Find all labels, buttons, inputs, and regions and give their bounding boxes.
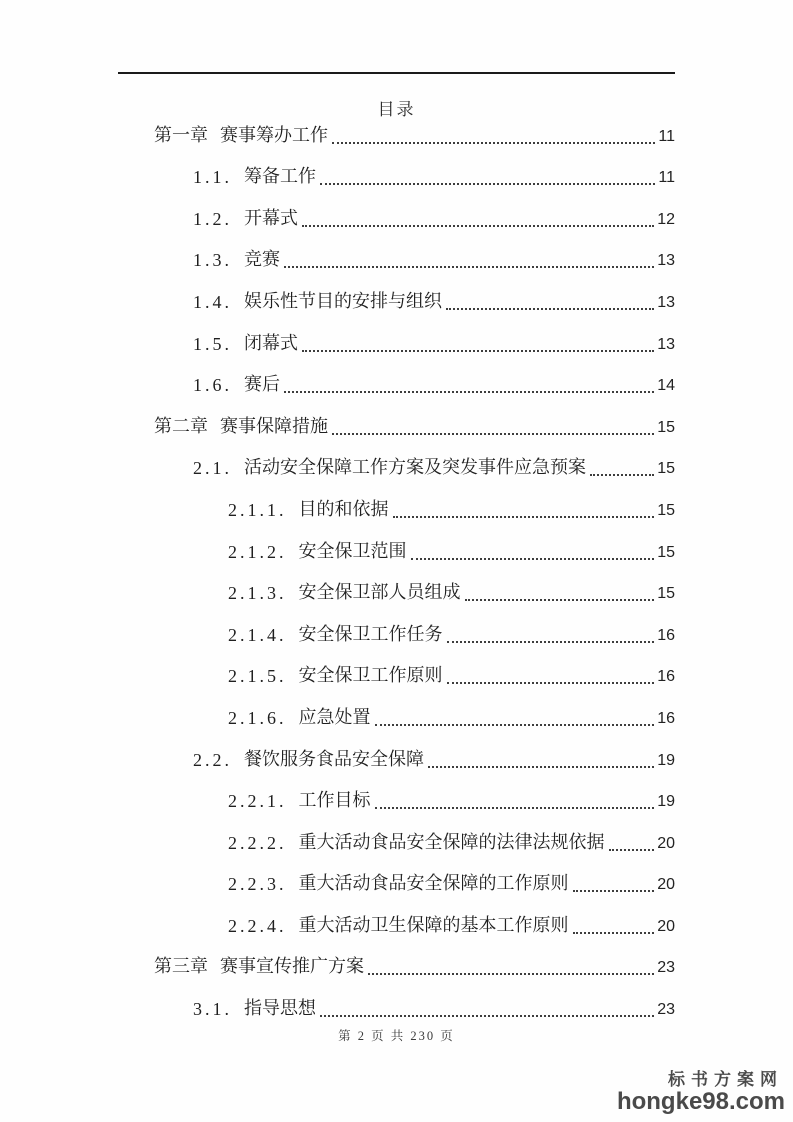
toc-entry-page-number: 16 bbox=[657, 709, 675, 727]
toc-entry-page-number: 13 bbox=[657, 335, 675, 353]
toc-entry-number: 2.1.1. bbox=[228, 499, 287, 520]
toc-entry-page-number: 20 bbox=[657, 917, 675, 935]
toc-entry-number: 2.2.2. bbox=[228, 832, 287, 853]
toc-entry-label: 重大活动食品安全保障的工作原则 bbox=[298, 873, 569, 894]
toc-entry-label: 目的和依据 bbox=[298, 498, 389, 519]
toc-entry bbox=[118, 490, 675, 532]
dot-leader bbox=[447, 641, 655, 643]
toc-entry bbox=[118, 241, 675, 283]
toc-entry-label: 餐饮服务食品安全保障 bbox=[244, 748, 424, 769]
toc-entry bbox=[118, 948, 675, 990]
toc-entry-number: 1.1. bbox=[193, 167, 232, 188]
dot-leader bbox=[375, 724, 655, 726]
toc-entry-number: 2.2.3. bbox=[228, 874, 287, 895]
toc-entry bbox=[118, 698, 675, 740]
toc-entry bbox=[118, 823, 675, 865]
toc-entry bbox=[118, 782, 675, 824]
toc-entry-number: 第一章 bbox=[154, 124, 208, 145]
dot-leader bbox=[284, 391, 654, 393]
toc-entry-page-number: 13 bbox=[657, 252, 675, 270]
toc-entry bbox=[118, 366, 675, 408]
watermark-site-url: hongke98.com bbox=[616, 1087, 785, 1115]
toc-entry-page-number: 11 bbox=[658, 169, 675, 187]
toc-entry bbox=[118, 865, 675, 907]
dot-leader bbox=[428, 766, 654, 768]
toc-entry bbox=[118, 158, 675, 200]
toc-entry-number: 2.1.6. bbox=[228, 707, 287, 728]
toc-entry bbox=[118, 324, 675, 366]
toc-entry bbox=[118, 657, 675, 699]
toc-entry-number: 2.2. bbox=[193, 749, 232, 770]
toc-entry-label: 竞赛 bbox=[244, 249, 280, 270]
dot-leader bbox=[573, 932, 655, 934]
toc-entry bbox=[118, 615, 675, 657]
toc-title: 目录 bbox=[377, 100, 416, 119]
dot-leader bbox=[447, 682, 655, 684]
toc-entry-page-number: 12 bbox=[657, 210, 675, 228]
dot-leader bbox=[332, 142, 655, 144]
toc-entry-page-number: 15 bbox=[657, 460, 675, 478]
toc-entry-page-number: 23 bbox=[657, 1001, 675, 1019]
toc-entry-label: 赛后 bbox=[244, 374, 280, 395]
dot-leader bbox=[320, 183, 655, 185]
watermark-site-name: 标书方案网 bbox=[668, 1069, 783, 1089]
toc-entry bbox=[118, 449, 675, 491]
toc-entry-label: 应急处置 bbox=[298, 706, 371, 727]
toc-entry-label: 安全保卫部人员组成 bbox=[298, 582, 461, 603]
toc-entry-label: 指导思想 bbox=[244, 998, 316, 1019]
toc-entry-page-number: 20 bbox=[657, 834, 675, 852]
toc-entry-label: 娱乐性节目的安排与组织 bbox=[244, 290, 442, 311]
toc-entry-page-number: 16 bbox=[657, 626, 675, 644]
toc-entry bbox=[118, 989, 675, 1031]
toc-entry-number: 第二章 bbox=[154, 415, 208, 436]
toc-entry-number: 2.2.4. bbox=[228, 915, 287, 936]
toc-entry bbox=[118, 740, 675, 782]
toc-entry-number: 1.2. bbox=[193, 208, 232, 229]
toc-entry-label: 赛事宣传推广方案 bbox=[220, 956, 364, 977]
toc-entry bbox=[118, 199, 675, 241]
toc-entry-number: 1.5. bbox=[193, 333, 232, 354]
dot-leader bbox=[284, 266, 654, 268]
toc-entry-page-number: 16 bbox=[657, 668, 675, 686]
toc-entry-label: 安全保卫范围 bbox=[298, 540, 407, 561]
toc-entry-page-number: 23 bbox=[657, 959, 675, 977]
header-rule bbox=[118, 72, 675, 74]
toc-entry-number: 2.1.5. bbox=[228, 666, 287, 687]
dot-leader bbox=[320, 1015, 654, 1017]
toc-entry-page-number: 13 bbox=[657, 293, 675, 311]
dot-leader bbox=[465, 599, 655, 601]
toc-entry bbox=[118, 407, 675, 449]
toc-entry-label: 筹备工作 bbox=[244, 166, 316, 187]
toc-entry-label: 重大活动卫生保障的基本工作原则 bbox=[298, 914, 569, 935]
toc-entry-page-number: 14 bbox=[657, 377, 675, 395]
dot-leader bbox=[609, 849, 655, 851]
toc-entry-label: 赛事保障措施 bbox=[220, 415, 328, 436]
toc-entry-label: 安全保卫工作任务 bbox=[298, 623, 443, 644]
toc-entry-page-number: 11 bbox=[658, 127, 675, 145]
toc-entry-number: 1.6. bbox=[193, 375, 232, 396]
toc-entry-label: 工作目标 bbox=[298, 790, 371, 811]
toc-entry-number: 2.2.1. bbox=[228, 791, 287, 812]
dot-leader bbox=[332, 433, 654, 435]
toc-entry-number: 1.4. bbox=[193, 291, 232, 312]
toc-entry bbox=[118, 906, 675, 948]
dot-leader bbox=[590, 474, 654, 476]
toc-entry-number: 2.1. bbox=[193, 458, 232, 479]
toc-entry-page-number: 15 bbox=[657, 418, 675, 436]
toc-entry-number: 2.1.3. bbox=[228, 583, 287, 604]
site-watermark bbox=[617, 1071, 785, 1114]
dot-leader bbox=[446, 308, 654, 310]
toc-entry-label: 开幕式 bbox=[244, 207, 298, 228]
toc-entry-label: 闭幕式 bbox=[244, 332, 298, 353]
toc-entry-number: 3.1. bbox=[193, 999, 232, 1020]
toc-entry-page-number: 19 bbox=[657, 751, 675, 769]
dot-leader bbox=[573, 890, 655, 892]
dot-leader bbox=[302, 350, 654, 352]
toc-entry-page-number: 20 bbox=[657, 876, 675, 894]
toc-entry-label: 安全保卫工作原则 bbox=[298, 665, 443, 686]
toc-entry-label: 赛事筹办工作 bbox=[220, 124, 328, 145]
dot-leader bbox=[375, 807, 655, 809]
toc-entry-number: 1.3. bbox=[193, 250, 232, 271]
toc-list bbox=[118, 116, 675, 1031]
dot-leader bbox=[411, 558, 655, 560]
dot-leader bbox=[393, 516, 655, 518]
toc-entry bbox=[118, 116, 675, 158]
dot-leader bbox=[368, 973, 654, 975]
dot-leader bbox=[302, 225, 654, 227]
toc-entry bbox=[118, 532, 675, 574]
toc-entry-page-number: 15 bbox=[657, 501, 675, 519]
toc-entry-number: 2.1.4. bbox=[228, 624, 287, 645]
toc-entry-page-number: 19 bbox=[657, 793, 675, 811]
toc-entry bbox=[118, 282, 675, 324]
toc-entry-number: 2.1.2. bbox=[228, 541, 287, 562]
toc-entry-label: 活动安全保障工作方案及突发事件应急预案 bbox=[244, 457, 586, 478]
toc-entry bbox=[118, 574, 675, 616]
page-footer: 第 2 页 共 230 页 bbox=[338, 1029, 455, 1043]
toc-entry-page-number: 15 bbox=[657, 585, 675, 603]
toc-entry-label: 重大活动食品安全保障的法律法规依据 bbox=[298, 831, 605, 852]
toc-entry-number: 第三章 bbox=[154, 956, 208, 977]
toc-entry-page-number: 15 bbox=[657, 543, 675, 561]
